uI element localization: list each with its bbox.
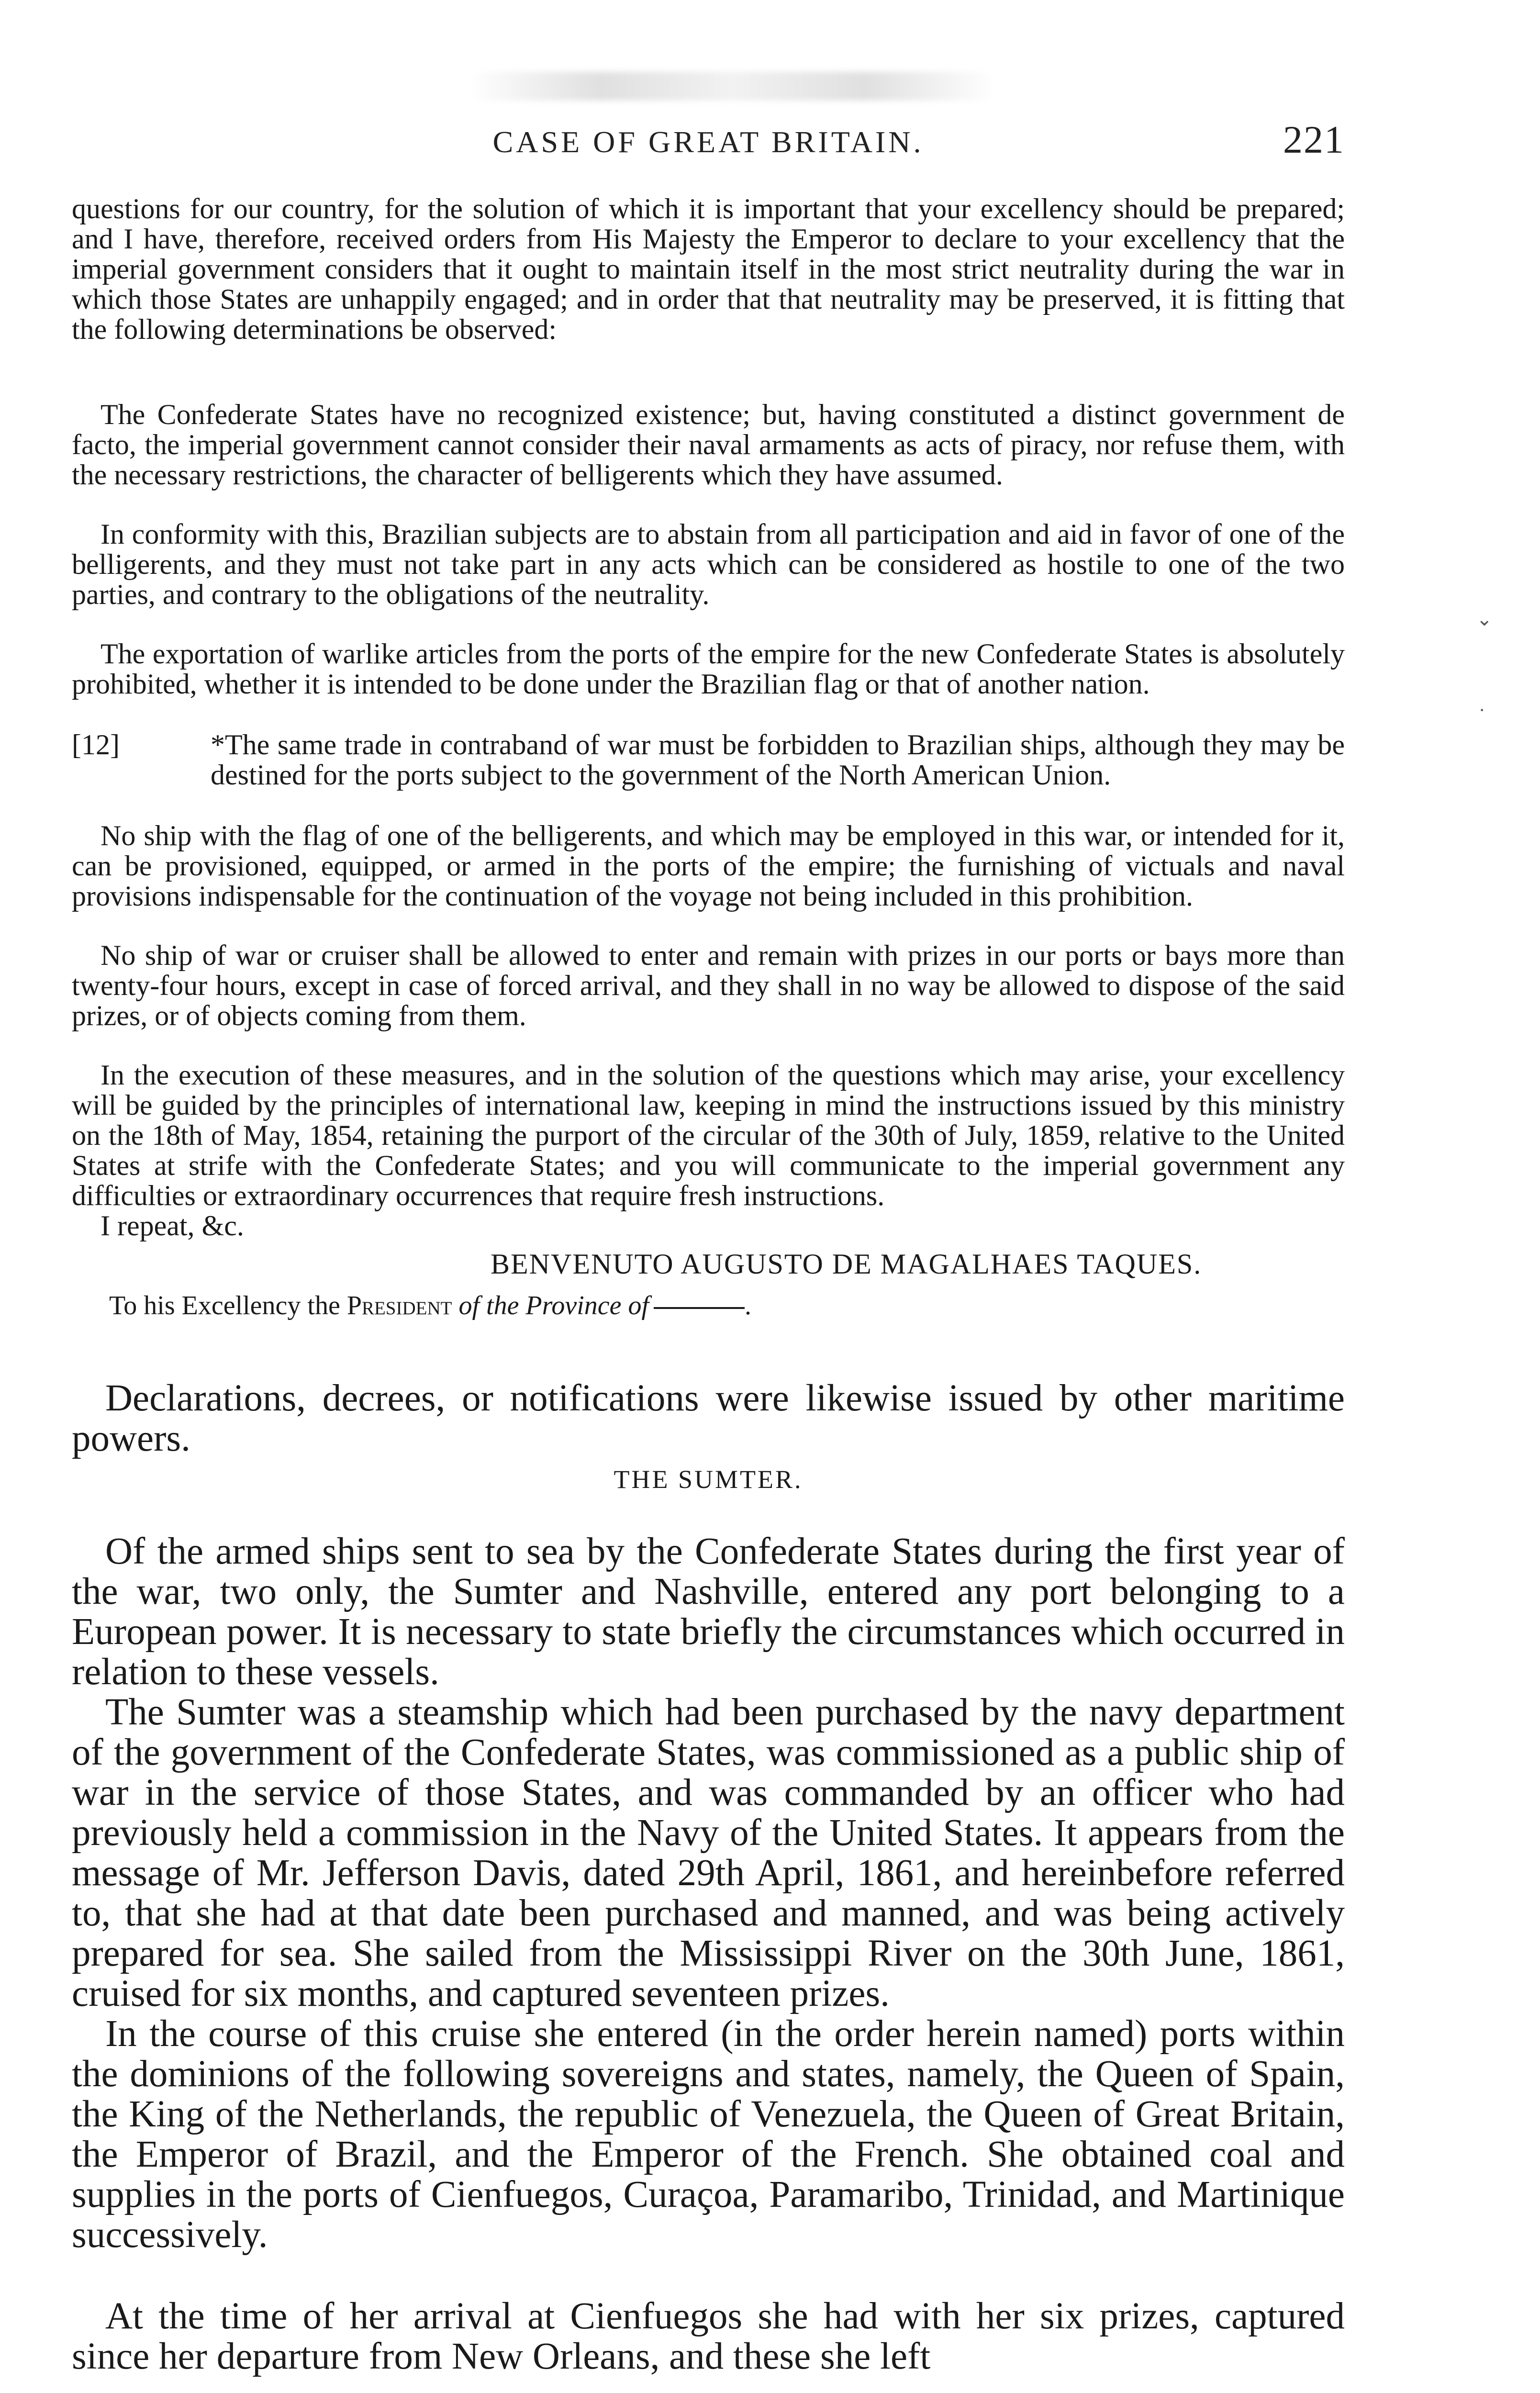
sumter-paragraph-2: The Sumter was a steamship which had been purchased by the navy department of the government of the Confederate States, was commissioned as a public ship of war in the service of those States, and was commanded by an officer who had previously held a commission in the Navy of the United States. It appears from the message of Mr. Jefferson Davis, dated 29th April, 1861, and hereinbefore referred to, that she had at that date been purchased and manned, and was being actively prepared for sea. She sailed from the Mississippi River on the 30th June, 1861, cruised for six months, and captured seventeen prizes. [72, 1691, 1345, 2014]
page-number: 221 [1283, 118, 1345, 161]
sumter-paragraph-4: At the time of her arrival at Cienfuegos she had with her six prizes, captured since her departure from New Orleans, and these she left [72, 2295, 1345, 2377]
document-page [72, 0, 1345, 2393]
section-heading: THE SUMTER. [614, 1465, 803, 1494]
letter-closing: I repeat, &c. [100, 1210, 244, 1241]
letter-paragraph-5: *The same trade in contraband of war must be forbidden to Brazilian ships, although they may be destined for the ports subject to the government of the North American Union. [211, 729, 1345, 791]
letter-paragraph-6: No ship with the flag of one of the belligerents, and which may be employed in this war, or intended for it, can be provisioned, equipped, or armed in the ports of the empire; the furnishing of victuals and naval provisions indispensable for the continuation of the voyage not being included in this prohibition. [72, 820, 1345, 912]
margin-mark: ⌄ [1476, 608, 1493, 630]
declarations-paragraph: Declarations, decrees, or notifications were likewise issued by other maritime powers. [72, 1377, 1345, 1459]
letter-paragraph-3: In conformity with this, Brazilian subjects are to abstain from all participation and aid in favor of one of the belligerents, and they must not take part in any acts which can be considered as hostile to one of the two parties, and contrary to the obligations of the neutrality. [72, 518, 1345, 610]
sumter-paragraph-3: In the course of this cruise she entered (in the order herein named) ports within the dominions of the following sovereigns and states, namely, the Queen of Spain, the King of the Netherlands, the republic of Venezuela, the Queen of Great Britain, the Emperor of Brazil, and the Emperor of the French. She obtained coal and supplies in the ports of Cienfuegos, Curaçoa, Paramaribo, Trinidad, and Martinique successively. [72, 2013, 1345, 2256]
margin-dot: · [1479, 699, 1485, 721]
letter-paragraph-4: The exportation of warlike articles from the ports of the empire for the new Confederate States is absolutely prohibited, whether it is intended to be done under the Brazilian flag or that of another nation. [72, 638, 1345, 700]
sumter-paragraph-1: Of the armed ships sent to sea by the Confederate States during the first year of the war, two only, the Sumter and Nashville, entered any port belonging to a European power. It is necessary to state briefly the circumstances which occurred in relation to these vessels. [72, 1531, 1345, 1693]
address-blank-line [654, 1307, 745, 1309]
letter-paragraph-7: No ship of war or cruiser shall be allowed to enter and remain with prizes in our ports or bays more than twenty-four hours, except in case of forced arrival, and they shall in no way be allowed to dispose of the said prizes, or of objects coming from them. [72, 939, 1345, 1031]
margin-reference: [12] [72, 729, 120, 760]
address-suffix: of the Province of [458, 1291, 649, 1320]
page-header [72, 117, 1345, 175]
address-line: To his Excellency the President of the Province of . [109, 1291, 752, 1320]
address-prefix: To his Excellency the [109, 1291, 340, 1320]
letter-paragraph-8: In the execution of these measures, and in the solution of the questions which may arise, your excellency will be guided by the principles of international law, keeping in mind the instructions issued by this ministry on the 18th of May, 1854, retaining the purport of the circular of the 30th of July, 1859, relative to the United States at strife with the Confederate States; and you will communicate to the imperial government any difficulties or extraordinary occurrences that require fresh instructions. [72, 1059, 1345, 1211]
running-head: CASE OF GREAT BRITAIN. [492, 125, 924, 159]
letter-paragraph-2: The Confederate States have no recognized existence; but, having constituted a distinct government de facto, the imperial government cannot consider their naval armaments as acts of piracy, nor refuse them, with the necessary restrictions, the character of belligerents which they have assumed. [72, 399, 1345, 491]
letter-paragraph-1: questions for our country, for the solution of which it is important that your excellency should be prepared; and I have, therefore, received orders from His Majesty the Emperor to declare to your excellency that the imperial government considers that it ought to maintain itself in the most strict neutrality during the war in which those States are unhappily engaged; and in order that that neutrality may be preserved, it is fitting that the following determinations be observed: [72, 193, 1345, 345]
address-title: President [346, 1291, 452, 1320]
signature: BENVENUTO AUGUSTO DE MAGALHAES TAQUES. [491, 1248, 1202, 1280]
